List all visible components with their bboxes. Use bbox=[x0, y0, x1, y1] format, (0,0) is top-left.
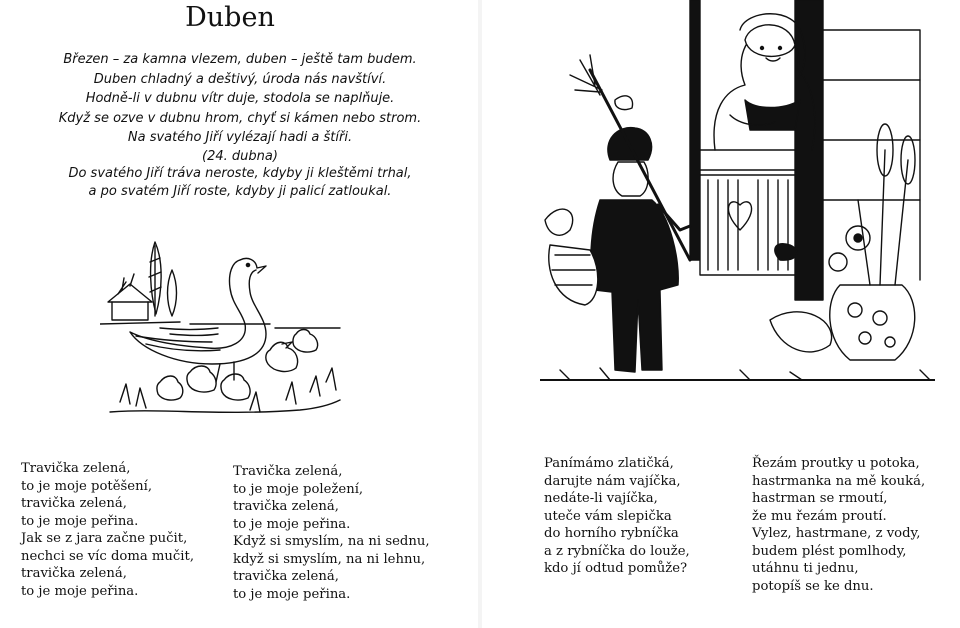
poem-line: Řezám proutky u potoka, bbox=[752, 456, 920, 471]
saying-line: Březen – za kamna vlezem, duben – ještě tam budem. bbox=[63, 52, 417, 67]
poem-travicka-right bbox=[233, 463, 430, 603]
saying-line: (24. dubna) bbox=[202, 148, 278, 164]
weather-sayings bbox=[30, 50, 450, 201]
easter-scene-illustration bbox=[540, 0, 935, 390]
poem-line: to je moje peřina. bbox=[233, 516, 351, 532]
poem-line: nedáte-li vajíčka, bbox=[544, 491, 658, 506]
saying-line: Hodně-li v dubnu vítr duje, stodola se naplňuje. bbox=[85, 91, 395, 107]
poem-line: Jak se z jara začne pučit, bbox=[21, 531, 188, 546]
poem-line: travička zelená, bbox=[21, 496, 127, 511]
poem-line: hastrmanka na mě kouká, bbox=[752, 473, 926, 489]
saying-line: Na svatého Jiří vylézají hadi a štíři. bbox=[127, 130, 353, 146]
poem-line: utáhnu ti jednu, bbox=[752, 561, 859, 576]
poem-line: Travička zelená, bbox=[233, 464, 343, 479]
poem-line: uteče vám slepička bbox=[544, 508, 672, 524]
saying-line: Když se ozve v dubnu hrom, chyť si kámen nebo strom. bbox=[58, 110, 422, 126]
poem-panimamo bbox=[544, 455, 690, 578]
poem-line: to je moje poležení, bbox=[233, 481, 364, 497]
poem-line: to je moje potěšení, bbox=[21, 478, 153, 494]
poem-line: darujte nám vajíčka, bbox=[544, 473, 681, 489]
page-title: Duben bbox=[185, 2, 275, 33]
poem-line: to je moje peřina. bbox=[233, 586, 351, 602]
saying-line: a po svatém Jiří roste, kdyby ji palicí zatloukal. bbox=[88, 183, 392, 199]
poem-travicka-left bbox=[21, 460, 194, 600]
poem-line: nechci se víc doma mučit, bbox=[21, 548, 195, 564]
right-page bbox=[480, 0, 960, 628]
poem-line: budem plést pomlhody, bbox=[752, 543, 907, 559]
saying-line: Do svatého Jiří tráva neroste, kdyby ji kleštěmi trhal, bbox=[68, 165, 412, 181]
poem-line: a z rybníčka do louže, bbox=[544, 543, 690, 559]
poem-rezam-proutky bbox=[752, 455, 925, 595]
poem-line: potopíš se ke dnu. bbox=[752, 578, 874, 594]
goose-illustration bbox=[100, 232, 345, 422]
poem-line: travička zelená, bbox=[233, 569, 339, 584]
saying-line: Duben chladný a deštivý, úroda nás navštíví. bbox=[93, 71, 387, 87]
poem-line: to je moje peřina. bbox=[21, 513, 139, 529]
poem-line: když si smyslím, na ni lehnu, bbox=[233, 551, 426, 567]
poem-line: Travička zelená, bbox=[21, 461, 131, 476]
poem-line: že mu řezám proutí. bbox=[752, 508, 887, 524]
poem-line: hastrman se rmoutí, bbox=[752, 491, 888, 506]
poem-line: do horního rybníčka bbox=[544, 526, 679, 541]
poem-line: travička zelená, bbox=[21, 566, 127, 581]
poem-line: travička zelená, bbox=[233, 499, 339, 514]
poem-line: Vylez, hastrmane, z vody, bbox=[752, 526, 921, 541]
poem-line: Když si smyslím, na ni sednu, bbox=[233, 534, 430, 549]
poem-line: kdo jí odtud pomůže? bbox=[544, 561, 688, 576]
poem-line: to je moje peřina. bbox=[21, 583, 139, 599]
poem-line: Panímámo zlatičká, bbox=[544, 456, 674, 471]
